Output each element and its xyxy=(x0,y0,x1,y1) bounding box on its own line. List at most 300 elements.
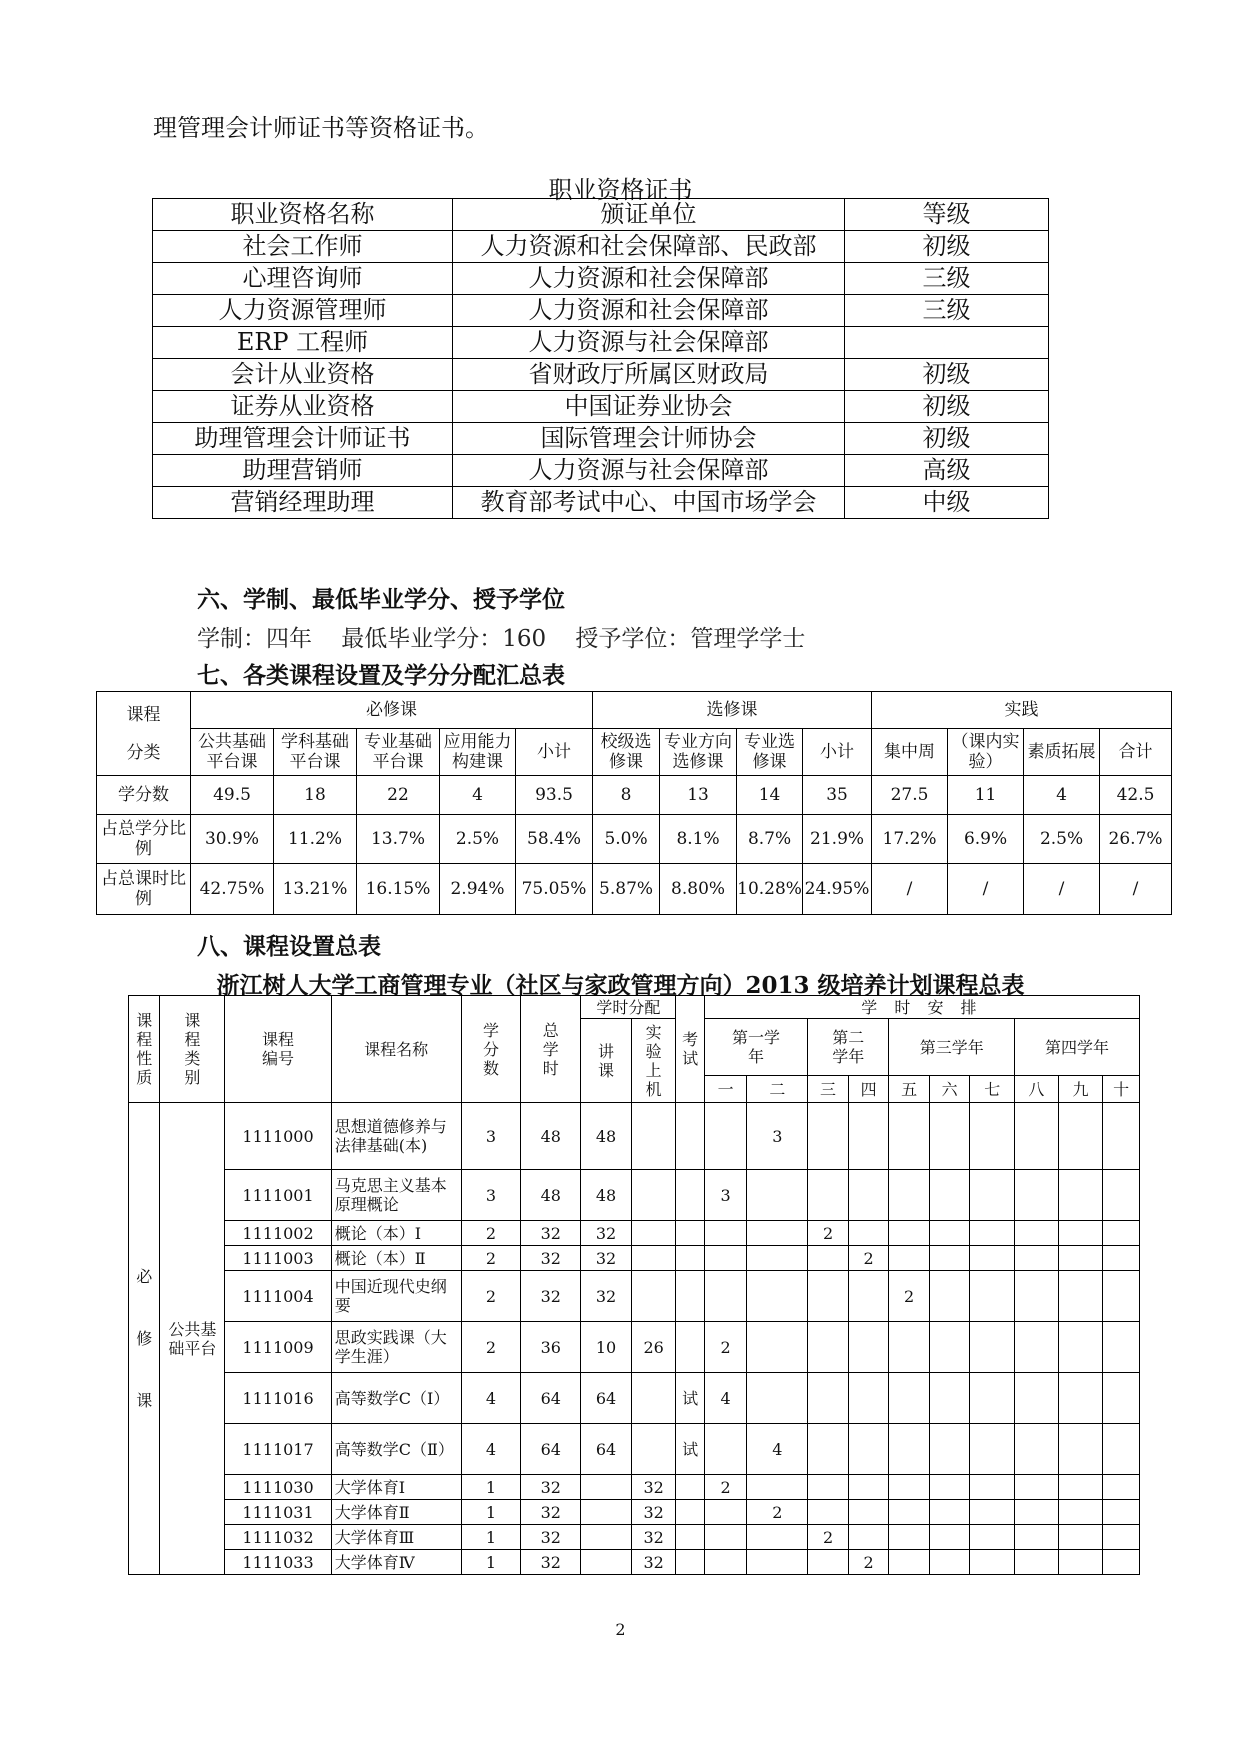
degree-info: 学制：四年 最低毕业学分：160 授予学位：管理学学士 xyxy=(197,626,806,652)
cert-cell: 中级 xyxy=(845,487,1049,519)
course-term-hours xyxy=(929,1424,970,1475)
course-hours: 48 xyxy=(521,1103,581,1170)
course-lab xyxy=(631,1103,676,1170)
course-term-hours xyxy=(704,1500,747,1525)
credit-value: 8.7% xyxy=(737,815,803,864)
course-term-hours: 2 xyxy=(704,1322,747,1373)
course-term-hours: 2 xyxy=(889,1271,930,1322)
course-term-hours xyxy=(970,1525,1015,1550)
course-name: 高等数学C（Ⅰ） xyxy=(331,1373,461,1424)
course-exam xyxy=(676,1550,704,1575)
course-term-hours xyxy=(704,1221,747,1246)
cert-row xyxy=(153,327,1049,359)
course-term-hours xyxy=(1103,1103,1140,1170)
course-table xyxy=(128,995,1140,1575)
course-term-hours xyxy=(1058,1322,1103,1373)
course-term-hours xyxy=(1103,1424,1140,1475)
course-term-hours xyxy=(889,1550,930,1575)
credit-value: / xyxy=(1100,864,1172,915)
course-term-hours xyxy=(1103,1322,1140,1373)
credit-value: / xyxy=(1024,864,1100,915)
group-required: 必修课 xyxy=(191,692,593,729)
header-term: 七 xyxy=(970,1076,1015,1103)
course-term-hours xyxy=(1015,1424,1059,1475)
cert-cell: 人力资源与社会保障部 xyxy=(453,327,845,359)
cert-row xyxy=(153,295,1049,327)
course-term-hours: 2 xyxy=(848,1246,889,1271)
credit-subheader: 校级选修课 xyxy=(593,729,660,776)
course-lab: 32 xyxy=(631,1550,676,1575)
header-term: 九 xyxy=(1058,1076,1103,1103)
header-term: 四 xyxy=(848,1076,889,1103)
course-name: 大学体育Ⅳ xyxy=(331,1550,461,1575)
header-term: 一 xyxy=(704,1076,747,1103)
course-term-hours xyxy=(747,1322,808,1373)
course-term-hours xyxy=(1058,1550,1103,1575)
course-term-hours xyxy=(929,1525,970,1550)
credit-subheader: 学科基础平台课 xyxy=(274,729,357,776)
cert-cell: 人力资源与社会保障部 xyxy=(453,455,845,487)
course-credits: 2 xyxy=(461,1271,521,1322)
course-name: 概论（本）Ⅰ xyxy=(331,1221,461,1246)
course-term-hours xyxy=(848,1221,889,1246)
course-term-hours xyxy=(747,1246,808,1271)
header-schedule: 学 时 安 排 xyxy=(704,996,1139,1019)
course-term-hours: 2 xyxy=(808,1525,849,1550)
credit-value: 14 xyxy=(737,776,803,815)
credit-value: 2.5% xyxy=(1024,815,1100,864)
credit-value: 24.95% xyxy=(803,864,872,915)
course-term-hours xyxy=(747,1373,808,1424)
credit-subheader: 应用能力构建课 xyxy=(440,729,516,776)
course-lab xyxy=(631,1246,676,1271)
course-term-hours xyxy=(929,1373,970,1424)
header-credits: 学分数 xyxy=(461,996,521,1103)
course-hours: 32 xyxy=(521,1525,581,1550)
course-term-hours xyxy=(704,1103,747,1170)
course-code: 1111001 xyxy=(225,1170,331,1221)
credit-row-label: 占总学分比例 xyxy=(97,815,191,864)
cert-cell: 教育部考试中心、中国市场学会 xyxy=(453,487,845,519)
course-lecture: 64 xyxy=(581,1373,632,1424)
cert-cell xyxy=(845,327,1049,359)
header-lecture: 讲课 xyxy=(581,1019,632,1103)
course-code: 1111033 xyxy=(225,1550,331,1575)
course-row xyxy=(129,1373,1140,1424)
header-term: 十 xyxy=(1103,1076,1140,1103)
course-term-hours: 2 xyxy=(848,1550,889,1575)
course-term-hours xyxy=(704,1246,747,1271)
credit-value: 2.5% xyxy=(440,815,516,864)
corner-top-label: 课程 xyxy=(126,704,161,725)
course-name: 大学体育Ⅱ xyxy=(331,1500,461,1525)
course-lecture: 48 xyxy=(581,1103,632,1170)
course-term-hours xyxy=(848,1170,889,1221)
credit-subheader: （课内实验） xyxy=(948,729,1024,776)
course-hours: 36 xyxy=(521,1322,581,1373)
cert-cell: 人力资源和社会保障部 xyxy=(453,295,845,327)
course-term-hours xyxy=(970,1500,1015,1525)
course-term-hours xyxy=(704,1550,747,1575)
course-term-hours xyxy=(704,1525,747,1550)
course-lab: 32 xyxy=(631,1525,676,1550)
cert-cell: 初级 xyxy=(845,231,1049,263)
course-term-hours xyxy=(1103,1500,1140,1525)
course-row xyxy=(129,1221,1140,1246)
course-code: 1111009 xyxy=(225,1322,331,1373)
course-term-hours xyxy=(1058,1373,1103,1424)
cert-cell: 助理营销师 xyxy=(153,455,453,487)
course-name: 大学体育Ⅲ xyxy=(331,1525,461,1550)
credit-subheader: 专业方向选修课 xyxy=(660,729,737,776)
header-lab: 实验上机 xyxy=(631,1019,676,1103)
course-term-hours xyxy=(747,1221,808,1246)
course-term-hours xyxy=(929,1271,970,1322)
cert-header-cell: 颁证单位 xyxy=(453,199,845,231)
course-term-hours xyxy=(929,1246,970,1271)
course-term-hours xyxy=(929,1170,970,1221)
course-term-hours xyxy=(1015,1221,1059,1246)
course-term-hours xyxy=(747,1525,808,1550)
credit-value: 75.05% xyxy=(516,864,593,915)
credit-row xyxy=(97,864,1172,915)
course-term-hours xyxy=(1103,1550,1140,1575)
course-term-hours xyxy=(970,1221,1015,1246)
course-lab xyxy=(631,1170,676,1221)
course-lecture: 32 xyxy=(581,1271,632,1322)
cert-cell: 社会工作师 xyxy=(153,231,453,263)
course-lecture: 64 xyxy=(581,1424,632,1475)
cert-cell: 初级 xyxy=(845,359,1049,391)
cert-cell: 高级 xyxy=(845,455,1049,487)
cert-cell: 中国证券业协会 xyxy=(453,391,845,423)
course-code: 1111003 xyxy=(225,1246,331,1271)
course-term-hours: 2 xyxy=(704,1475,747,1500)
course-term-hours xyxy=(889,1170,930,1221)
course-code: 1111016 xyxy=(225,1373,331,1424)
credit-row-label: 占总课时比例 xyxy=(97,864,191,915)
cert-table-caption: 职业资格证书 xyxy=(548,176,693,204)
course-credits: 3 xyxy=(461,1103,521,1170)
course-term-hours xyxy=(1015,1500,1059,1525)
course-term-hours xyxy=(808,1271,849,1322)
header-term: 五 xyxy=(889,1076,930,1103)
course-name: 思想道德修养与法律基础(本) xyxy=(331,1103,461,1170)
course-term-hours xyxy=(848,1103,889,1170)
category-cell: 公共基础平台 xyxy=(160,1103,225,1575)
cert-row xyxy=(153,455,1049,487)
course-term-hours xyxy=(1058,1221,1103,1246)
course-term-hours xyxy=(747,1475,808,1500)
course-name: 马克思主义基本原理概论 xyxy=(331,1170,461,1221)
course-term-hours xyxy=(704,1424,747,1475)
course-term-hours xyxy=(808,1500,849,1525)
course-term-hours xyxy=(1058,1525,1103,1550)
course-row xyxy=(129,1170,1140,1221)
course-term-hours xyxy=(1015,1525,1059,1550)
credit-value: 21.9% xyxy=(803,815,872,864)
credit-subheader: 专业基础平台课 xyxy=(357,729,440,776)
course-term-hours xyxy=(889,1221,930,1246)
course-term-hours xyxy=(1058,1475,1103,1500)
cert-cell: 会计从业资格 xyxy=(153,359,453,391)
course-term-hours xyxy=(848,1373,889,1424)
course-term-hours xyxy=(970,1103,1015,1170)
course-term-hours xyxy=(970,1246,1015,1271)
credit-value: 5.87% xyxy=(593,864,660,915)
header-total-hours: 总学时 xyxy=(521,996,581,1103)
course-term-hours xyxy=(848,1322,889,1373)
corner-cell xyxy=(97,692,191,776)
credit-subheader: 合计 xyxy=(1100,729,1172,776)
section6-heading: 六、学制、最低毕业学分、授予学位 xyxy=(197,587,565,613)
course-credits: 1 xyxy=(461,1550,521,1575)
credit-row xyxy=(97,776,1172,815)
credit-value: 27.5 xyxy=(872,776,948,815)
cert-cell: 人力资源管理师 xyxy=(153,295,453,327)
credit-subheader: 专业选修课 xyxy=(737,729,803,776)
group-elective: 选修课 xyxy=(593,692,872,729)
course-hours: 64 xyxy=(521,1424,581,1475)
course-row xyxy=(129,1550,1140,1575)
credit-value: 11.2% xyxy=(274,815,357,864)
credit-value: 2.94% xyxy=(440,864,516,915)
course-term-hours: 4 xyxy=(747,1424,808,1475)
course-name: 概论（本）Ⅱ xyxy=(331,1246,461,1271)
course-lecture: 48 xyxy=(581,1170,632,1221)
course-term-hours xyxy=(970,1322,1015,1373)
cert-header-cell: 等级 xyxy=(845,199,1049,231)
credit-value: 26.7% xyxy=(1100,815,1172,864)
header-term: 八 xyxy=(1015,1076,1059,1103)
course-exam: 试 xyxy=(676,1424,704,1475)
course-term-hours xyxy=(970,1424,1015,1475)
course-exam xyxy=(676,1525,704,1550)
cert-cell: 心理咨询师 xyxy=(153,263,453,295)
credit-row-label: 学分数 xyxy=(97,776,191,815)
course-lecture: 10 xyxy=(581,1322,632,1373)
header-name: 课程名称 xyxy=(331,996,461,1103)
course-term-hours xyxy=(889,1322,930,1373)
course-term-hours xyxy=(747,1271,808,1322)
course-term-hours xyxy=(1103,1373,1140,1424)
course-term-hours xyxy=(1103,1525,1140,1550)
course-row xyxy=(129,1525,1140,1550)
course-row xyxy=(129,1424,1140,1475)
course-name: 中国近现代史纲要 xyxy=(331,1271,461,1322)
course-lecture xyxy=(581,1500,632,1525)
course-term-hours xyxy=(1058,1103,1103,1170)
header-term: 三 xyxy=(808,1076,849,1103)
course-term-hours xyxy=(929,1475,970,1500)
course-term-hours xyxy=(848,1271,889,1322)
cert-cell: 助理管理会计师证书 xyxy=(153,423,453,455)
course-table-caption: 浙江树人大学工商管理专业（社区与家政管理方向）2013 级培养计划课程总表 xyxy=(216,972,1025,999)
credit-value: 5.0% xyxy=(593,815,660,864)
credit-value: 35 xyxy=(803,776,872,815)
course-term-hours xyxy=(848,1525,889,1550)
course-term-hours xyxy=(889,1246,930,1271)
course-row xyxy=(129,1103,1140,1170)
credit-subheader: 素质拓展 xyxy=(1024,729,1100,776)
course-term-hours xyxy=(848,1500,889,1525)
course-lab xyxy=(631,1373,676,1424)
course-hours: 32 xyxy=(521,1246,581,1271)
course-exam xyxy=(676,1271,704,1322)
course-code: 1111030 xyxy=(225,1475,331,1500)
credit-value: / xyxy=(872,864,948,915)
cert-row xyxy=(153,391,1049,423)
cert-row xyxy=(153,263,1049,295)
course-term-hours xyxy=(808,1550,849,1575)
credit-value: 4 xyxy=(440,776,516,815)
course-row xyxy=(129,1500,1140,1525)
cert-cell: 三级 xyxy=(845,263,1049,295)
cert-row xyxy=(153,423,1049,455)
corner-bottom-label: 分类 xyxy=(126,742,161,763)
course-term-hours xyxy=(889,1103,930,1170)
course-row xyxy=(129,1246,1140,1271)
course-code: 1111000 xyxy=(225,1103,331,1170)
course-exam xyxy=(676,1475,704,1500)
credit-value: 18 xyxy=(274,776,357,815)
credit-subheader-row xyxy=(97,729,1172,776)
course-exam xyxy=(676,1221,704,1246)
credit-value: 4 xyxy=(1024,776,1100,815)
course-hours: 32 xyxy=(521,1550,581,1575)
header-term: 六 xyxy=(929,1076,970,1103)
course-term-hours xyxy=(1103,1475,1140,1500)
course-term-hours xyxy=(1058,1170,1103,1221)
course-term-hours xyxy=(1058,1424,1103,1475)
course-term-hours xyxy=(848,1475,889,1500)
course-term-hours xyxy=(1015,1322,1059,1373)
course-lab xyxy=(631,1221,676,1246)
cert-cell: 三级 xyxy=(845,295,1049,327)
course-term-hours: 4 xyxy=(704,1373,747,1424)
course-term-hours xyxy=(889,1500,930,1525)
cert-cell: 证券从业资格 xyxy=(153,391,453,423)
credit-subheader: 集中周 xyxy=(872,729,948,776)
credit-value: 6.9% xyxy=(948,815,1024,864)
header-nature: 课程性质 xyxy=(129,996,160,1103)
credit-subheader: 小计 xyxy=(803,729,872,776)
course-term-hours xyxy=(929,1322,970,1373)
certificate-table xyxy=(152,198,1049,519)
course-term-hours xyxy=(747,1170,808,1221)
course-hours: 64 xyxy=(521,1373,581,1424)
credit-value: 8.80% xyxy=(660,864,737,915)
header-hours-split: 学时分配 xyxy=(581,996,676,1019)
cert-cell: ERP 工程师 xyxy=(153,327,453,359)
course-hours: 32 xyxy=(521,1500,581,1525)
course-term-hours: 2 xyxy=(747,1500,808,1525)
course-term-hours xyxy=(808,1322,849,1373)
cert-row xyxy=(153,487,1049,519)
course-hours: 32 xyxy=(521,1475,581,1500)
course-lab xyxy=(631,1271,676,1322)
credit-value: 49.5 xyxy=(191,776,274,815)
course-name: 高等数学C（Ⅱ） xyxy=(331,1424,461,1475)
course-term-hours xyxy=(1015,1550,1059,1575)
course-credits: 4 xyxy=(461,1424,521,1475)
course-code: 1111032 xyxy=(225,1525,331,1550)
cert-header-cell: 职业资格名称 xyxy=(153,199,453,231)
course-code: 1111031 xyxy=(225,1500,331,1525)
course-term-hours xyxy=(1058,1271,1103,1322)
course-hours: 32 xyxy=(521,1221,581,1246)
course-term-hours xyxy=(808,1103,849,1170)
course-credits: 4 xyxy=(461,1373,521,1424)
credit-value: 42.75% xyxy=(191,864,274,915)
credit-value: 8.1% xyxy=(660,815,737,864)
course-credits: 2 xyxy=(461,1322,521,1373)
course-term-hours xyxy=(1103,1246,1140,1271)
course-term-hours xyxy=(929,1550,970,1575)
course-term-hours xyxy=(889,1424,930,1475)
credit-value: 22 xyxy=(357,776,440,815)
course-lecture: 32 xyxy=(581,1246,632,1271)
course-term-hours: 2 xyxy=(808,1221,849,1246)
credit-value: 13.21% xyxy=(274,864,357,915)
cert-row xyxy=(153,231,1049,263)
credit-subheader: 小计 xyxy=(516,729,593,776)
course-term-hours xyxy=(929,1221,970,1246)
cert-cell: 人力资源和社会保障部、民政部 xyxy=(453,231,845,263)
course-term-hours xyxy=(808,1424,849,1475)
credit-row xyxy=(97,815,1172,864)
course-code: 1111017 xyxy=(225,1424,331,1475)
credit-group-row xyxy=(97,692,1172,729)
course-exam xyxy=(676,1103,704,1170)
course-term-hours xyxy=(1103,1221,1140,1246)
header-year: 第二学年 xyxy=(808,1019,889,1076)
course-term-hours xyxy=(929,1500,970,1525)
course-row xyxy=(129,1322,1140,1373)
course-term-hours xyxy=(970,1373,1015,1424)
course-row xyxy=(129,1271,1140,1322)
course-term-hours: 3 xyxy=(704,1170,747,1221)
course-term-hours xyxy=(1103,1170,1140,1221)
cert-header-row xyxy=(153,199,1049,231)
header-year: 第一学年 xyxy=(704,1019,807,1076)
course-term-hours xyxy=(1015,1373,1059,1424)
credit-value: 8 xyxy=(593,776,660,815)
course-term-hours xyxy=(808,1246,849,1271)
course-term-hours xyxy=(1015,1246,1059,1271)
course-term-hours xyxy=(970,1271,1015,1322)
credit-value: 13 xyxy=(660,776,737,815)
course-term-hours xyxy=(929,1103,970,1170)
credit-value: 10.28% xyxy=(737,864,803,915)
course-term-hours xyxy=(808,1373,849,1424)
header-code: 课程编号 xyxy=(225,996,331,1103)
intro-text: 理管理会计师证书等资格证书。 xyxy=(153,114,489,142)
credit-value: 17.2% xyxy=(872,815,948,864)
course-header-row xyxy=(129,996,1140,1019)
credit-value: 93.5 xyxy=(516,776,593,815)
course-term-hours xyxy=(848,1424,889,1475)
course-term-hours xyxy=(1015,1103,1059,1170)
header-year: 第四学年 xyxy=(1015,1019,1140,1076)
course-credits: 3 xyxy=(461,1170,521,1221)
course-term-hours xyxy=(1103,1271,1140,1322)
course-hours: 32 xyxy=(521,1271,581,1322)
credit-value: 58.4% xyxy=(516,815,593,864)
course-term-hours xyxy=(970,1550,1015,1575)
course-credits: 2 xyxy=(461,1221,521,1246)
course-lab: 32 xyxy=(631,1500,676,1525)
